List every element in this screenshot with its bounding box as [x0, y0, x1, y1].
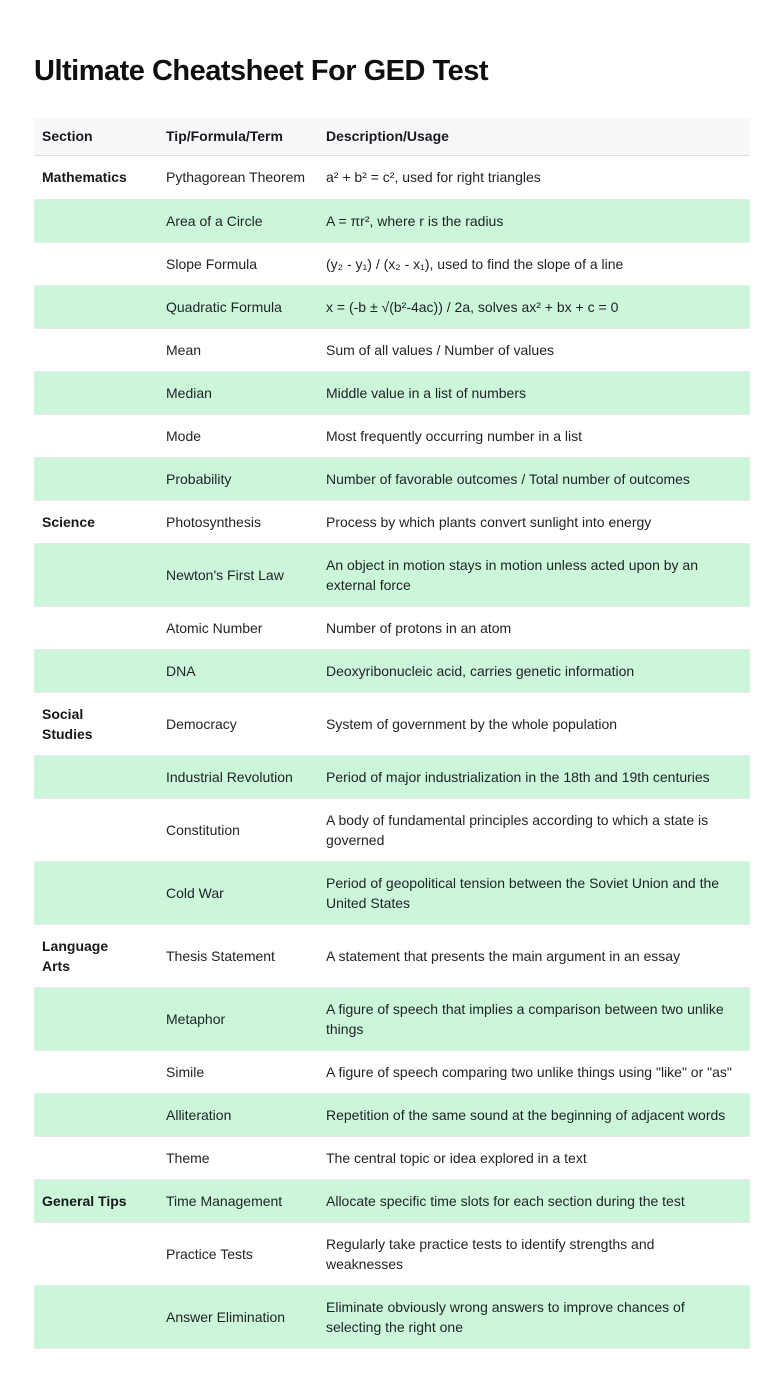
section-cell [34, 1222, 158, 1285]
table-body [34, 156, 750, 1349]
description-cell: Deoxyribonucleic acid, carries genetic information [318, 649, 750, 692]
table-row [34, 1285, 750, 1348]
description-cell: Repetition of the same sound at the beginning of adjacent words [318, 1093, 750, 1136]
description-cell: Period of major industrialization in the 18th and 19th centuries [318, 755, 750, 798]
table-row [34, 414, 750, 457]
section-cell [34, 285, 158, 328]
table-row [34, 649, 750, 692]
section-cell [34, 328, 158, 371]
column-header-description: Description/Usage [318, 118, 750, 156]
section-cell [34, 242, 158, 285]
term-cell: Atomic Number [158, 606, 318, 649]
section-cell [34, 987, 158, 1050]
term-cell: Theme [158, 1136, 318, 1179]
section-cell: General Tips [34, 1179, 158, 1222]
term-cell: Area of a Circle [158, 199, 318, 242]
term-cell: Constitution [158, 798, 318, 861]
section-cell [34, 798, 158, 861]
description-cell: a² + b² = c², used for right triangles [318, 156, 750, 199]
term-cell: Newton's First Law [158, 543, 318, 606]
description-cell: Regularly take practice tests to identify strengths and weaknesses [318, 1222, 750, 1285]
table-row [34, 199, 750, 242]
term-cell: DNA [158, 649, 318, 692]
term-cell: Median [158, 371, 318, 414]
description-cell: A = πr², where r is the radius [318, 199, 750, 242]
section-cell [34, 861, 158, 924]
table-row [34, 987, 750, 1050]
section-cell [34, 1093, 158, 1136]
table-row [34, 798, 750, 861]
section-cell [34, 457, 158, 500]
table-row [34, 924, 750, 987]
section-cell [34, 1285, 158, 1348]
section-cell [34, 1050, 158, 1093]
term-cell: Democracy [158, 692, 318, 755]
term-cell: Probability [158, 457, 318, 500]
table-row [34, 242, 750, 285]
table-row [34, 755, 750, 798]
term-cell: Practice Tests [158, 1222, 318, 1285]
section-cell [34, 543, 158, 606]
term-cell: Simile [158, 1050, 318, 1093]
table-row [34, 1136, 750, 1179]
table-row [34, 1222, 750, 1285]
section-cell [34, 199, 158, 242]
term-cell: Mean [158, 328, 318, 371]
term-cell: Photosynthesis [158, 500, 318, 543]
section-cell: Science [34, 500, 158, 543]
table-row [34, 457, 750, 500]
section-cell [34, 414, 158, 457]
description-cell: A figure of speech that implies a comparison between two unlike things [318, 987, 750, 1050]
description-cell: Sum of all values / Number of values [318, 328, 750, 371]
term-cell: Pythagorean Theorem [158, 156, 318, 199]
section-cell: Social Studies [34, 692, 158, 755]
term-cell: Alliteration [158, 1093, 318, 1136]
term-cell: Thesis Statement [158, 924, 318, 987]
description-cell: An object in motion stays in motion unless acted upon by an external force [318, 543, 750, 606]
section-cell: Mathematics [34, 156, 158, 199]
description-cell: Number of protons in an atom [318, 606, 750, 649]
description-cell: Middle value in a list of numbers [318, 371, 750, 414]
table-row [34, 156, 750, 199]
section-cell [34, 1136, 158, 1179]
table-row [34, 692, 750, 755]
table-row [34, 861, 750, 924]
description-cell: The central topic or idea explored in a text [318, 1136, 750, 1179]
term-cell: Quadratic Formula [158, 285, 318, 328]
description-cell: Most frequently occurring number in a list [318, 414, 750, 457]
cheatsheet-table [34, 118, 750, 1349]
term-cell: Answer Elimination [158, 1285, 318, 1348]
description-cell: A figure of speech comparing two unlike things using "like" or "as" [318, 1050, 750, 1093]
table-row [34, 500, 750, 543]
description-cell: Period of geopolitical tension between the Soviet Union and the United States [318, 861, 750, 924]
description-cell: x = (-b ± √(b²-4ac)) / 2a, solves ax² + bx + c = 0 [318, 285, 750, 328]
description-cell: System of government by the whole population [318, 692, 750, 755]
table-row [34, 543, 750, 606]
section-cell [34, 371, 158, 414]
table-row [34, 328, 750, 371]
description-cell: Eliminate obviously wrong answers to improve chances of selecting the right one [318, 1285, 750, 1348]
section-cell [34, 649, 158, 692]
column-header-term: Tip/Formula/Term [158, 118, 318, 156]
description-cell: Process by which plants convert sunlight into energy [318, 500, 750, 543]
term-cell: Slope Formula [158, 242, 318, 285]
table-row [34, 1050, 750, 1093]
term-cell: Metaphor [158, 987, 318, 1050]
table-row [34, 1179, 750, 1222]
term-cell: Mode [158, 414, 318, 457]
table-row [34, 371, 750, 414]
section-cell: Language Arts [34, 924, 158, 987]
description-cell: A statement that presents the main argument in an essay [318, 924, 750, 987]
term-cell: Industrial Revolution [158, 755, 318, 798]
description-cell: Allocate specific time slots for each section during the test [318, 1179, 750, 1222]
table-row [34, 285, 750, 328]
description-cell: (y₂ - y₁) / (x₂ - x₁), used to find the slope of a line [318, 242, 750, 285]
header-row [34, 118, 750, 156]
section-cell [34, 755, 158, 798]
table-row [34, 606, 750, 649]
section-cell [34, 606, 158, 649]
description-cell: A body of fundamental principles according to which a state is governed [318, 798, 750, 861]
table-row [34, 1093, 750, 1136]
description-cell: Number of favorable outcomes / Total number of outcomes [318, 457, 750, 500]
term-cell: Cold War [158, 861, 318, 924]
column-header-section: Section [34, 118, 158, 156]
term-cell: Time Management [158, 1179, 318, 1222]
page-title: Ultimate Cheatsheet For GED Test [34, 55, 489, 87]
